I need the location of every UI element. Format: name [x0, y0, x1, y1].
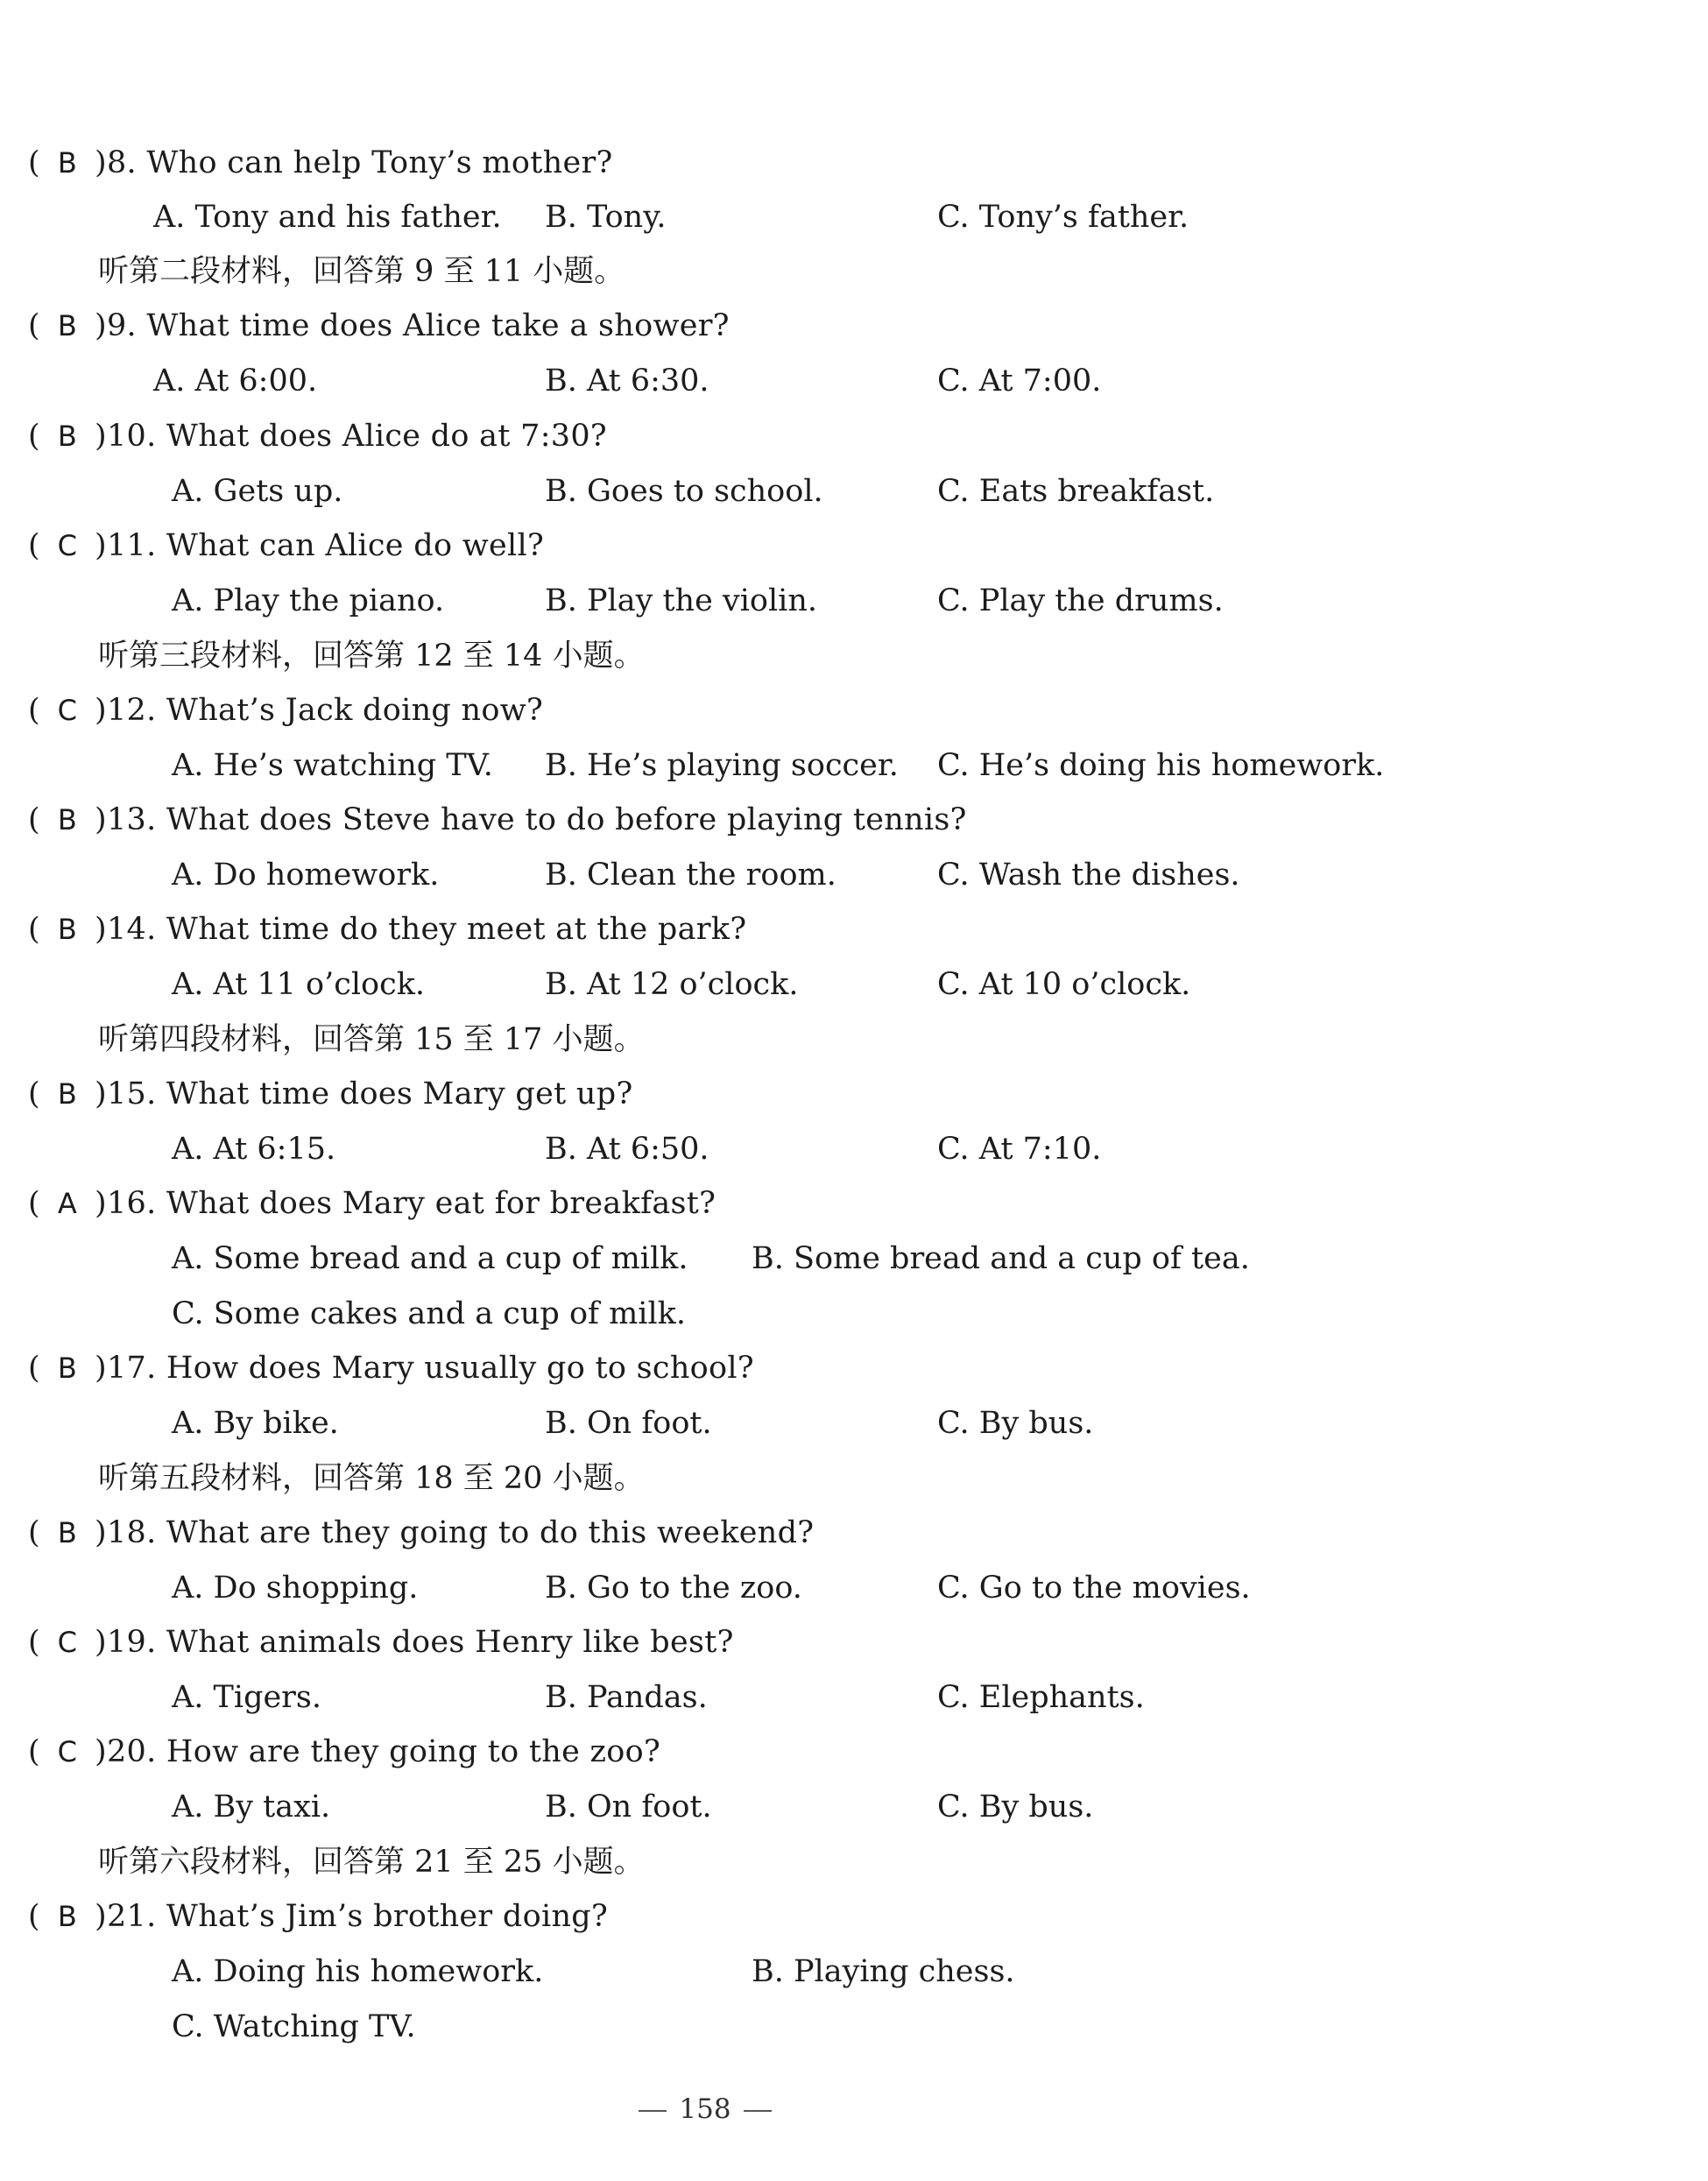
q10-option-c: C. Eats breakfast.: [937, 474, 1215, 509]
question-12-text: 12. What’s Jack doing now?: [106, 693, 544, 728]
answer-10: B: [57, 420, 78, 453]
question-19: ( C )19. What animals does Henry like best?: [28, 1625, 734, 1660]
answer-18: B: [57, 1516, 78, 1549]
question-16: ( A )16. What does Mary eat for breakfast?: [28, 1186, 716, 1221]
question-10: ( B )10. What does Alice do at 7:30?: [28, 419, 607, 454]
question-20: ( C )20. How are they going to the zoo?: [28, 1734, 661, 1769]
answer-9: B: [57, 309, 78, 342]
answer-12: C: [57, 694, 78, 727]
q9-option-a: A. At 6:00.: [153, 364, 318, 399]
page-number: 158: [679, 2093, 731, 2125]
q21-option-c: C. Watching TV.: [172, 2009, 416, 2044]
answer-19: C: [57, 1626, 78, 1659]
section-heading-6: 听第六段材料，回答第 21 至 25 小题。: [98, 1845, 645, 1880]
question-9-text: 9. What time does Alice take a shower?: [106, 308, 730, 343]
question-21-text: 21. What’s Jim’s brother doing?: [106, 1899, 609, 1934]
question-9: ( B )9. What time does Alice take a shower?: [28, 308, 730, 343]
q13-option-a: A. Do homework.: [172, 858, 440, 893]
q18-option-c: C. Go to the movies.: [937, 1570, 1251, 1606]
question-20-text: 20. How are they going to the zoo?: [106, 1734, 661, 1769]
q19-option-a: A. Tigers.: [172, 1680, 322, 1715]
question-10-text: 10. What does Alice do at 7:30?: [106, 419, 607, 454]
answer-20: C: [57, 1735, 78, 1768]
q13-option-b: B. Clean the room.: [545, 858, 836, 893]
q16-option-c: C. Some cakes and a cup of milk.: [172, 1296, 687, 1331]
q20-option-c: C. By bus.: [937, 1789, 1094, 1825]
q21-option-b: B. Playing chess.: [752, 1954, 1015, 1989]
question-18-text: 18. What are they going to do this weekend?: [106, 1515, 815, 1550]
q19-option-b: B. Pandas.: [545, 1680, 708, 1715]
answer-21: B: [57, 1900, 78, 1933]
question-12: ( C )12. What’s Jack doing now?: [28, 693, 544, 728]
q12-option-a: A. He’s watching TV.: [172, 748, 493, 783]
q15-option-c: C. At 7:10.: [937, 1132, 1102, 1167]
q16-option-b: B. Some bread and a cup of tea.: [752, 1241, 1250, 1276]
question-17-text: 17. How does Mary usually go to school?: [106, 1351, 754, 1386]
section-heading-2: 听第二段材料，回答第 9 至 11 小题。: [98, 254, 625, 289]
question-17: ( B )17. How does Mary usually go to school?: [28, 1351, 754, 1386]
answer-17: B: [57, 1352, 78, 1385]
question-15: ( B )15. What time does Mary get up?: [28, 1076, 633, 1112]
question-8-text: 8. Who can help Tony’s mother?: [106, 145, 613, 180]
q20-option-b: B. On foot.: [545, 1789, 712, 1825]
q10-option-b: B. Goes to school.: [545, 474, 823, 509]
question-21: ( B )21. What’s Jim’s brother doing?: [28, 1899, 609, 1934]
footer-dash-left: [639, 2110, 667, 2112]
answer-11: C: [57, 529, 78, 562]
q17-option-a: A. By bike.: [172, 1406, 339, 1441]
q15-option-b: B. At 6:50.: [545, 1132, 709, 1167]
answer-16: A: [57, 1187, 78, 1220]
q9-option-c: C. At 7:00.: [937, 364, 1102, 399]
q8-option-a: A. Tony and his father.: [153, 200, 502, 235]
q18-option-a: A. Do shopping.: [172, 1570, 419, 1606]
q11-option-a: A. Play the piano.: [172, 583, 445, 618]
section-heading-5: 听第五段材料，回答第 18 至 20 小题。: [98, 1461, 645, 1496]
q20-option-a: A. By taxi.: [172, 1789, 331, 1825]
question-13: ( B )13. What does Steve have to do before playing tennis?: [28, 802, 967, 837]
q21-option-a: A. Doing his homework.: [172, 1954, 544, 1989]
q17-option-c: C. By bus.: [937, 1406, 1094, 1441]
question-11-text: 11. What can Alice do well?: [106, 528, 545, 563]
answer-13: B: [57, 803, 78, 836]
answer-14: B: [57, 913, 78, 946]
q12-option-b: B. He’s playing soccer.: [545, 748, 899, 783]
question-15-text: 15. What time does Mary get up?: [106, 1076, 633, 1112]
answer-15: B: [57, 1077, 78, 1111]
question-8: ( B )8. Who can help Tony’s mother?: [28, 145, 613, 180]
q13-option-c: C. Wash the dishes.: [937, 858, 1240, 893]
q8-option-b: B. Tony.: [545, 200, 667, 235]
q18-option-b: B. Go to the zoo.: [545, 1570, 802, 1606]
question-14: ( B )14. What time do they meet at the park?: [28, 912, 747, 947]
q15-option-a: A. At 6:15.: [172, 1132, 336, 1167]
q16-option-a: A. Some bread and a cup of milk.: [172, 1241, 688, 1276]
question-16-text: 16. What does Mary eat for breakfast?: [106, 1186, 716, 1221]
q19-option-c: C. Elephants.: [937, 1680, 1145, 1715]
footer-dash-right: [744, 2110, 772, 2112]
q14-option-a: A. At 11 o’clock.: [172, 967, 426, 1002]
page-footer: [0, 2092, 1410, 2127]
question-19-text: 19. What animals does Henry like best?: [106, 1625, 734, 1660]
q12-option-c: C. He’s doing his homework.: [937, 748, 1385, 783]
question-13-text: 13. What does Steve have to do before playing tennis?: [106, 802, 967, 837]
q11-option-c: C. Play the drums.: [937, 583, 1224, 618]
q11-option-b: B. Play the violin.: [545, 583, 818, 618]
section-heading-4: 听第四段材料，回答第 15 至 17 小题。: [98, 1022, 645, 1057]
q9-option-b: B. At 6:30.: [545, 364, 709, 399]
q17-option-b: B. On foot.: [545, 1406, 712, 1441]
q10-option-a: A. Gets up.: [172, 474, 343, 509]
q14-option-b: B. At 12 o’clock.: [545, 967, 799, 1002]
question-14-text: 14. What time do they meet at the park?: [106, 912, 747, 947]
answer-8: B: [57, 146, 78, 180]
q8-option-c: C. Tony’s father.: [937, 200, 1189, 235]
question-18: ( B )18. What are they going to do this weekend?: [28, 1515, 815, 1550]
q14-option-c: C. At 10 o’clock.: [937, 967, 1191, 1002]
question-11: ( C )11. What can Alice do well?: [28, 528, 545, 563]
section-heading-3: 听第三段材料，回答第 12 至 14 小题。: [98, 639, 645, 674]
